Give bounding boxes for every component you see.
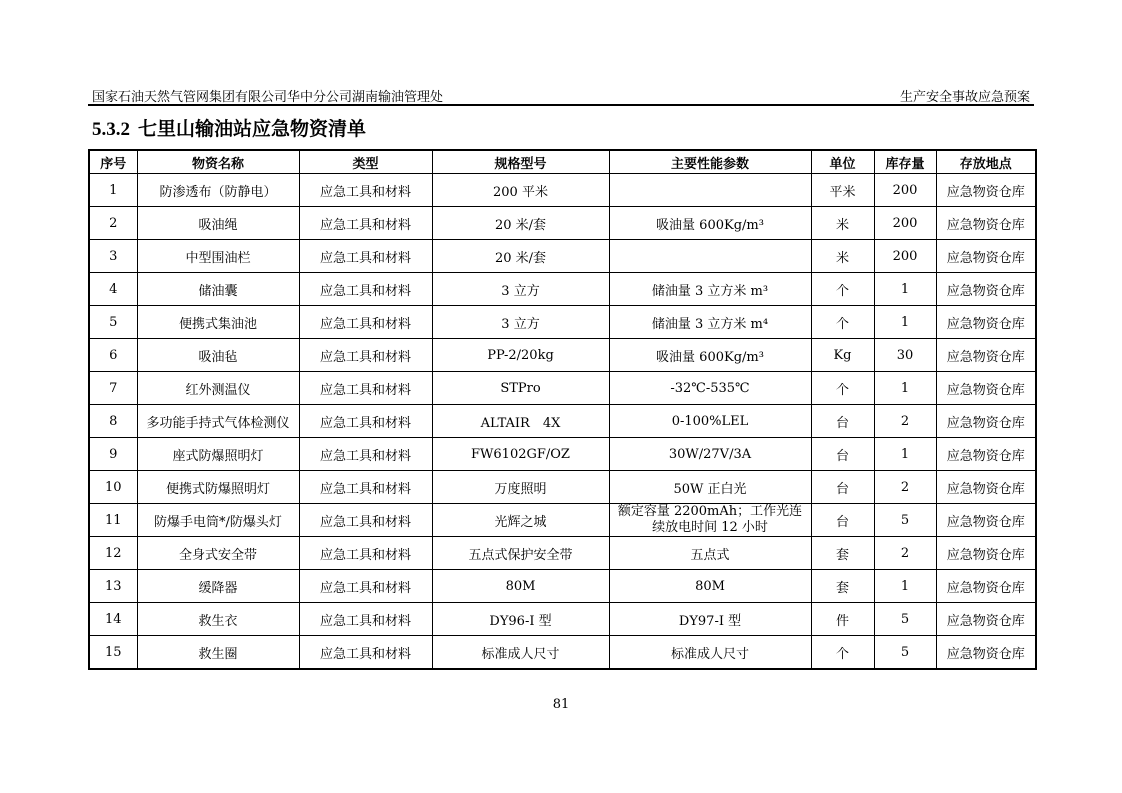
cell-unit: 个 (811, 372, 874, 405)
cell-spec: FW6102GF/OZ (432, 438, 609, 471)
cell-spec: 3 立方 (432, 306, 609, 339)
cell-qty: 200 (874, 174, 936, 207)
table-row (89, 372, 1036, 405)
header-document-title: 生产安全事故应急预案 (899, 90, 1030, 105)
cell-spec: 万度照明 (432, 471, 609, 504)
cell-qty: 2 (874, 537, 936, 570)
table-header-row (89, 150, 1036, 174)
cell-qty: 2 (874, 471, 936, 504)
cell-name: 中型围油栏 (137, 240, 299, 273)
cell-params: -32℃-535℃ (609, 372, 811, 405)
cell-name: 缓降器 (137, 570, 299, 603)
cell-qty: 200 (874, 240, 936, 273)
cell-type: 应急工具和材料 (299, 636, 432, 670)
cell-unit: 台 (811, 405, 874, 438)
cell-type: 应急工具和材料 (299, 471, 432, 504)
cell-name: 便携式集油池 (137, 306, 299, 339)
cell-no: 4 (89, 273, 137, 306)
cell-params: 储油量 3 立方米 m³ (609, 273, 811, 306)
section-number: 5.3.2 (92, 119, 130, 140)
cell-name: 吸油毡 (137, 339, 299, 372)
table-row (89, 405, 1036, 438)
cell-type: 应急工具和材料 (299, 306, 432, 339)
cell-params: 30W/27V/3A (609, 438, 811, 471)
cell-location: 应急物资仓库 (936, 339, 1036, 372)
cell-location: 应急物资仓库 (936, 207, 1036, 240)
cell-no: 13 (89, 570, 137, 603)
materials-table (88, 149, 1037, 670)
cell-unit: 台 (811, 471, 874, 504)
cell-location: 应急物资仓库 (936, 372, 1036, 405)
table-row (89, 306, 1036, 339)
cell-name: 座式防爆照明灯 (137, 438, 299, 471)
cell-name: 防爆手电筒*/防爆头灯 (137, 504, 299, 537)
cell-location: 应急物资仓库 (936, 438, 1036, 471)
column-header-params: 主要性能参数 (609, 150, 811, 174)
cell-unit: 件 (811, 603, 874, 636)
column-header-type: 类型 (299, 150, 432, 174)
cell-spec: 20 米/套 (432, 207, 609, 240)
cell-no: 9 (89, 438, 137, 471)
header-organization: 国家石油天然气管网集团有限公司华中分公司湖南输油管理处 (92, 90, 444, 105)
cell-location: 应急物资仓库 (936, 471, 1036, 504)
cell-params: 吸油量 600Kg/m³ (609, 339, 811, 372)
cell-spec: 80M (432, 570, 609, 603)
cell-type: 应急工具和材料 (299, 537, 432, 570)
table-row (89, 603, 1036, 636)
cell-name: 便携式防爆照明灯 (137, 471, 299, 504)
cell-qty: 1 (874, 273, 936, 306)
cell-name: 储油囊 (137, 273, 299, 306)
cell-spec: 20 米/套 (432, 240, 609, 273)
cell-type: 应急工具和材料 (299, 438, 432, 471)
cell-name: 防渗透布（防静电） (137, 174, 299, 207)
cell-type: 应急工具和材料 (299, 504, 432, 537)
cell-params (609, 174, 811, 207)
cell-location: 应急物资仓库 (936, 405, 1036, 438)
cell-type: 应急工具和材料 (299, 207, 432, 240)
cell-qty: 5 (874, 504, 936, 537)
cell-no: 15 (89, 636, 137, 670)
cell-qty: 2 (874, 405, 936, 438)
cell-spec: 光辉之城 (432, 504, 609, 537)
cell-unit: 米 (811, 207, 874, 240)
cell-params: 标准成人尺寸 (609, 636, 811, 670)
table-row (89, 471, 1036, 504)
cell-name: 吸油绳 (137, 207, 299, 240)
cell-params: 额定容量 2200mAh；工作光连续放电时间 12 小时 (609, 504, 811, 537)
column-header-location: 存放地点 (936, 150, 1036, 174)
cell-no: 12 (89, 537, 137, 570)
section-title: 七里山输油站应急物资清单 (138, 118, 367, 140)
cell-qty: 5 (874, 636, 936, 670)
cell-unit: 台 (811, 504, 874, 537)
cell-location: 应急物资仓库 (936, 306, 1036, 339)
cell-name: 全身式安全带 (137, 537, 299, 570)
table-row (89, 636, 1036, 670)
cell-unit: 套 (811, 570, 874, 603)
column-header-no: 序号 (89, 150, 137, 174)
cell-location: 应急物资仓库 (936, 174, 1036, 207)
cell-spec: PP-2/20kg (432, 339, 609, 372)
cell-type: 应急工具和材料 (299, 339, 432, 372)
cell-spec: ALTAIR 4X (432, 405, 609, 438)
cell-type: 应急工具和材料 (299, 240, 432, 273)
cell-unit: 个 (811, 273, 874, 306)
cell-no: 11 (89, 504, 137, 537)
cell-location: 应急物资仓库 (936, 504, 1036, 537)
table-row (89, 570, 1036, 603)
cell-params: 50W 正白光 (609, 471, 811, 504)
section-heading (92, 114, 366, 141)
table-row (89, 174, 1036, 207)
cell-no: 10 (89, 471, 137, 504)
table-row (89, 339, 1036, 372)
cell-unit: Kg (811, 339, 874, 372)
cell-qty: 1 (874, 372, 936, 405)
cell-name: 救生圈 (137, 636, 299, 670)
cell-spec: 200 平米 (432, 174, 609, 207)
cell-unit: 个 (811, 306, 874, 339)
cell-params: 0-100%LEL (609, 405, 811, 438)
cell-name: 红外测温仪 (137, 372, 299, 405)
table-row (89, 273, 1036, 306)
cell-location: 应急物资仓库 (936, 636, 1036, 670)
cell-qty: 30 (874, 339, 936, 372)
cell-no: 14 (89, 603, 137, 636)
cell-params: 吸油量 600Kg/m³ (609, 207, 811, 240)
cell-qty: 1 (874, 438, 936, 471)
cell-no: 5 (89, 306, 137, 339)
cell-no: 6 (89, 339, 137, 372)
cell-type: 应急工具和材料 (299, 570, 432, 603)
cell-qty: 200 (874, 207, 936, 240)
cell-unit: 台 (811, 438, 874, 471)
cell-unit: 平米 (811, 174, 874, 207)
table-row (89, 438, 1036, 471)
cell-qty: 5 (874, 603, 936, 636)
cell-params (609, 240, 811, 273)
cell-no: 1 (89, 174, 137, 207)
cell-qty: 1 (874, 306, 936, 339)
table-row (89, 504, 1036, 537)
cell-name: 救生衣 (137, 603, 299, 636)
cell-params: 五点式 (609, 537, 811, 570)
cell-no: 8 (89, 405, 137, 438)
cell-type: 应急工具和材料 (299, 372, 432, 405)
cell-location: 应急物资仓库 (936, 240, 1036, 273)
table-row (89, 207, 1036, 240)
cell-unit: 个 (811, 636, 874, 670)
cell-unit: 套 (811, 537, 874, 570)
cell-location: 应急物资仓库 (936, 570, 1036, 603)
column-header-unit: 单位 (811, 150, 874, 174)
page-number: 81 (552, 697, 570, 712)
cell-location: 应急物资仓库 (936, 603, 1036, 636)
cell-location: 应急物资仓库 (936, 537, 1036, 570)
cell-type: 应急工具和材料 (299, 603, 432, 636)
cell-spec: 标准成人尺寸 (432, 636, 609, 670)
column-header-spec: 规格型号 (432, 150, 609, 174)
cell-unit: 米 (811, 240, 874, 273)
cell-type: 应急工具和材料 (299, 273, 432, 306)
cell-qty: 1 (874, 570, 936, 603)
cell-spec: DY96-I 型 (432, 603, 609, 636)
cell-spec: 3 立方 (432, 273, 609, 306)
cell-no: 3 (89, 240, 137, 273)
table-row (89, 537, 1036, 570)
header-divider (88, 104, 1034, 106)
cell-no: 2 (89, 207, 137, 240)
table-row (89, 240, 1036, 273)
cell-no: 7 (89, 372, 137, 405)
cell-name: 多功能手持式气体检测仪 (137, 405, 299, 438)
column-header-qty: 库存量 (874, 150, 936, 174)
cell-type: 应急工具和材料 (299, 174, 432, 207)
cell-spec: STPro (432, 372, 609, 405)
cell-params: 80M (609, 570, 811, 603)
column-header-name: 物资名称 (137, 150, 299, 174)
cell-spec: 五点式保护安全带 (432, 537, 609, 570)
cell-location: 应急物资仓库 (936, 273, 1036, 306)
cell-params: 储油量 3 立方米 m⁴ (609, 306, 811, 339)
cell-type: 应急工具和材料 (299, 405, 432, 438)
cell-params: DY97-I 型 (609, 603, 811, 636)
